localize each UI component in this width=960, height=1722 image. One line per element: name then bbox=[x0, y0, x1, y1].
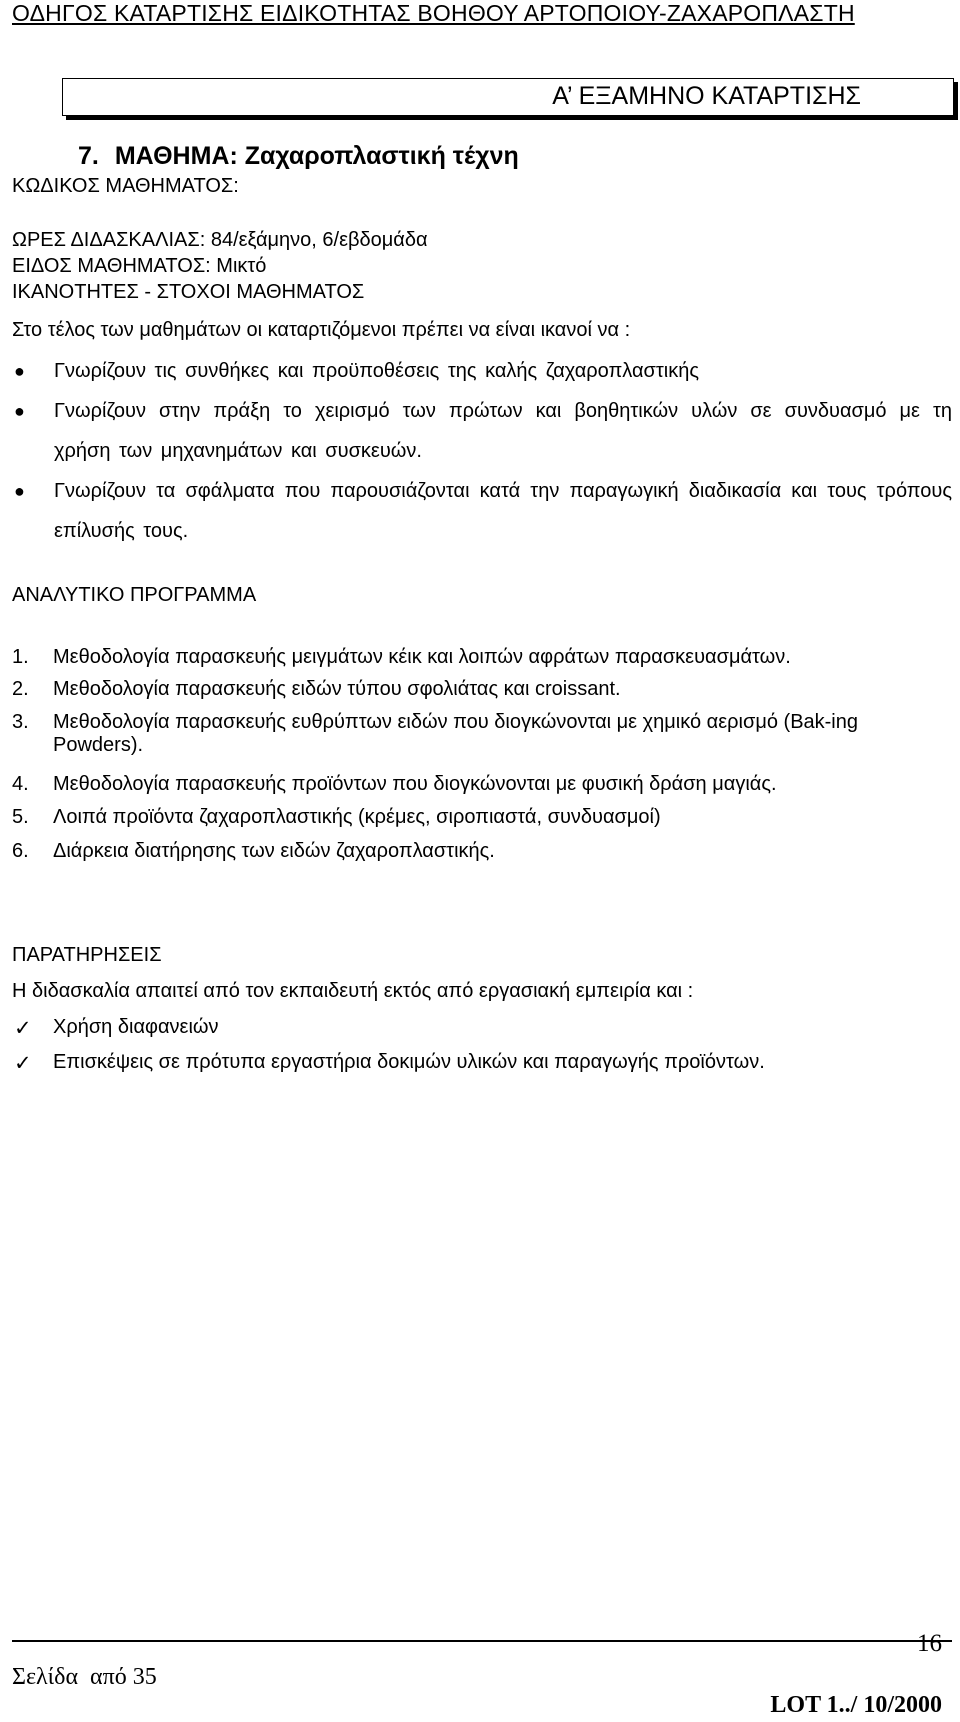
page-of-total: Σελίδα από 35 bbox=[12, 1664, 157, 1690]
program-item-text: Μεθοδολογία παρασκευής ευθρύπτων ειδών που διογκώνονται με χημικό αερισμό (Bak-ing Powders). bbox=[53, 711, 858, 756]
program-item-text: Μεθοδολογία παρασκευής μειγμάτων κέικ και λοιπών αφράτων παρασκευασμάτων. bbox=[53, 646, 791, 668]
notes-intro: Η διδασκαλία απαιτεί από τον εκπαιδευτή εκτός από εργασιακή εμπειρία και : bbox=[12, 980, 694, 1002]
program-heading: ΑΝΑΛΥΤΙΚΟ ΠΡΟΓΡΑΜΜΑ bbox=[12, 584, 257, 606]
semester-label: Α’ ΕΞΑΜΗΝΟ ΚΑΤΑΡΤΙΣΗΣ bbox=[552, 82, 861, 110]
program-item-number: 4. bbox=[12, 773, 29, 795]
course-code: ΚΩΔΙΚΟΣ ΜΑΘΗΜΑΤΟΣ: bbox=[12, 175, 239, 197]
program-item-number: 1. bbox=[12, 646, 29, 668]
goals-heading: ΙΚΑΝΟΤΗΤΕΣ - ΣΤΟΧΟΙ ΜΑΘΗΜΑΤΟΣ bbox=[12, 281, 365, 303]
program-item bbox=[12, 773, 947, 796]
bullet-icon: ● bbox=[14, 361, 25, 381]
program-item bbox=[12, 646, 947, 669]
page-number: 16 bbox=[917, 1630, 942, 1657]
lesson-number: 7. bbox=[78, 142, 99, 170]
program-item-number: 5. bbox=[12, 806, 29, 828]
teaching-hours: ΩΡΕΣ ΔΙΔΑΣΚΑΛΙΑΣ: 84/εξάμηνο, 6/εβδομάδα bbox=[12, 229, 428, 251]
goal-text: Γνωρίζουν τα σφάλματα που παρουσιάζονται κατά την παραγωγική διαδικασία και τους τρόπους επίλυσής τους. bbox=[54, 480, 952, 542]
goal-text: Γνωρίζουν τις συνθήκες και προϋποθέσεις της καλής ζαχαροπλαστικής bbox=[54, 360, 700, 382]
checkmark-icon: ✓ bbox=[14, 1052, 32, 1075]
lesson-title: ΜΑΘΗΜΑ: Ζαχαροπλαστική τέχνη bbox=[114, 142, 519, 170]
program-item bbox=[12, 840, 947, 863]
goal-text: Γνωρίζουν στην πράξη το χειρισμό των πρώτων και βοηθητικών υλών σε συνδυασμό με τη χρήση των μηχανημάτων και συσκευών. bbox=[54, 400, 952, 462]
lot-reference: LOT 1../ 10/2000 bbox=[770, 1692, 942, 1718]
lesson-heading bbox=[78, 142, 519, 171]
program-item bbox=[12, 711, 937, 757]
notes-item bbox=[14, 1051, 765, 1074]
program-item bbox=[12, 678, 947, 701]
program-item-number: 2. bbox=[12, 678, 29, 700]
footer-divider bbox=[12, 1640, 952, 1642]
program-item-text: Μεθοδολογία παρασκευής προϊόντων που διογκώνονται με φυσική δράση μαγιάς. bbox=[53, 773, 777, 795]
program-item-number: 6. bbox=[12, 840, 29, 862]
semester-box bbox=[62, 78, 954, 116]
notes-item-text: Χρήση διαφανειών bbox=[53, 1016, 219, 1038]
program-item-number: 3. bbox=[12, 711, 29, 733]
goals-intro: Στο τέλος των μαθημάτων οι καταρτιζόμενοι πρέπει να είναι ικανοί να : bbox=[12, 319, 631, 341]
goal-item bbox=[12, 471, 952, 551]
goal-item bbox=[12, 351, 952, 391]
program-item-text: Διάρκεια διατήρησης των ειδών ζαχαροπλαστικής. bbox=[53, 840, 495, 862]
goal-item bbox=[12, 391, 952, 471]
program-item-text: Λοιπά προϊόντα ζαχαροπλαστικής (κρέμες, σιροπιαστά, συνδυασμοί) bbox=[53, 806, 661, 828]
checkmark-icon: ✓ bbox=[14, 1017, 32, 1040]
bullet-icon: ● bbox=[14, 481, 25, 501]
program-item bbox=[12, 806, 947, 829]
notes-heading: ΠΑΡΑΤΗΡΗΣΕΙΣ bbox=[12, 944, 162, 966]
notes-item bbox=[14, 1016, 219, 1039]
bullet-icon: ● bbox=[14, 401, 25, 421]
document-header-title: ΟΔΗΓΟΣ ΚΑΤΑΡΤΙΣΗΣ ΕΙΔΙΚΟΤΗΤΑΣ ΒΟΗΘΟΥ ΑΡΤΟΠΟΙΟΥ-ΖΑΧΑΡΟΠΛΑΣΤΗ bbox=[12, 0, 855, 26]
program-item-text: Μεθοδολογία παρασκευής ειδών τύπου σφολιάτας και croissant. bbox=[53, 678, 621, 700]
notes-item-text: Επισκέψεις σε πρότυπα εργαστήρια δοκιμών υλικών και παραγωγής προϊόντων. bbox=[53, 1051, 765, 1073]
course-type: ΕΙΔΟΣ ΜΑΘΗΜΑΤΟΣ: Μικτό bbox=[12, 255, 267, 277]
